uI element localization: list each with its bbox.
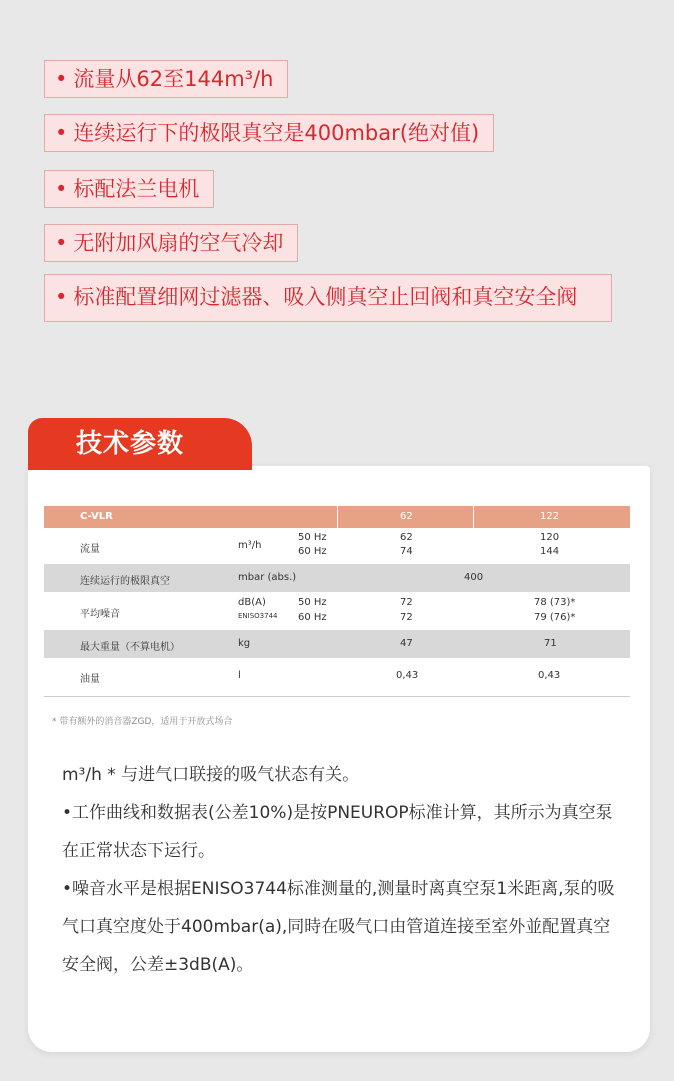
hz-50: 50 Hz — [298, 597, 327, 608]
value: 79 (76)* — [534, 612, 576, 623]
table-row — [44, 530, 630, 562]
row-label: 流量 — [80, 544, 100, 555]
bullet: • — [55, 177, 68, 201]
divider — [473, 506, 474, 528]
hz-60: 60 Hz — [298, 546, 327, 557]
row-unit: m³/h — [238, 540, 262, 551]
value: 74 — [400, 546, 413, 557]
feature-item — [44, 224, 298, 262]
feature-text: 标准配置细网过滤器、吸入侧真空止回阀和真空安全阀 — [73, 285, 578, 309]
table-row — [44, 564, 630, 592]
feature-item — [44, 60, 288, 98]
row-label: 连续运行的极限真空 — [80, 576, 170, 587]
feature-text: 标配法兰电机 — [73, 177, 200, 201]
section-title: 技术参数 — [28, 418, 252, 470]
value: 400 — [464, 572, 484, 583]
feature-text: 无附加风扇的空气冷却 — [73, 231, 284, 255]
note-paragraph: m³/h * 与进气口联接的吸气状态有关。 — [62, 765, 360, 785]
hz-60: 60 Hz — [298, 612, 327, 623]
note-paragraph: •噪音水平是根据ENISO3744标准测量的,测量时离真空泵1米距离,泵的吸气口真空度处于400mbar(a),同時在吸气口由管道连接至室外並配置真空安全阀，公差±3dB(A)。 — [62, 879, 615, 975]
value: 120 — [540, 532, 560, 543]
table-divider — [44, 696, 630, 697]
row-unit: mbar (abs.) — [238, 572, 297, 583]
value: 0,43 — [396, 670, 419, 681]
row-standard: ENISO3744 — [238, 612, 278, 620]
value: 47 — [400, 638, 413, 649]
notes — [62, 756, 622, 984]
value: 78 (73)* — [534, 597, 576, 608]
value: 62 — [400, 532, 413, 543]
bullet: • — [55, 231, 68, 255]
table-row — [44, 630, 630, 658]
feature-text: 流量从62至144m³/h — [73, 67, 274, 91]
table-row — [44, 660, 630, 690]
row-unit: kg — [238, 638, 251, 649]
footnote: * 带有额外的消音器ZGD，适用于开放式场合 — [52, 717, 233, 727]
row-unit: dB(A) — [238, 597, 266, 608]
bullet: • — [55, 67, 68, 91]
row-label: 油量 — [80, 674, 100, 685]
feature-text: 连续运行下的极限真空是400mbar(绝对值) — [73, 121, 480, 145]
value: 72 — [400, 612, 413, 623]
value: 144 — [540, 546, 560, 557]
model-62: 62 — [400, 511, 413, 522]
feature-item — [44, 114, 494, 152]
value: 72 — [400, 597, 413, 608]
value: 71 — [544, 638, 557, 649]
hz-50: 50 Hz — [298, 532, 327, 543]
value: 0,43 — [538, 670, 561, 681]
model-name: C-VLR — [80, 511, 113, 522]
row-label: 平均噪音 — [80, 609, 120, 620]
bullet: • — [55, 121, 68, 145]
feature-item — [44, 170, 214, 208]
row-unit: l — [238, 670, 241, 681]
table-row — [44, 594, 630, 628]
divider — [337, 506, 338, 528]
feature-item — [44, 274, 612, 322]
bullet: • — [55, 285, 68, 309]
note-paragraph: •工作曲线和数据表(公差10%)是按PNEUROP标准计算，其所示为真空泵在正常状态下运行。 — [62, 803, 613, 861]
row-label: 最大重量（不算电机） — [80, 642, 180, 653]
model-122: 122 — [540, 511, 560, 522]
